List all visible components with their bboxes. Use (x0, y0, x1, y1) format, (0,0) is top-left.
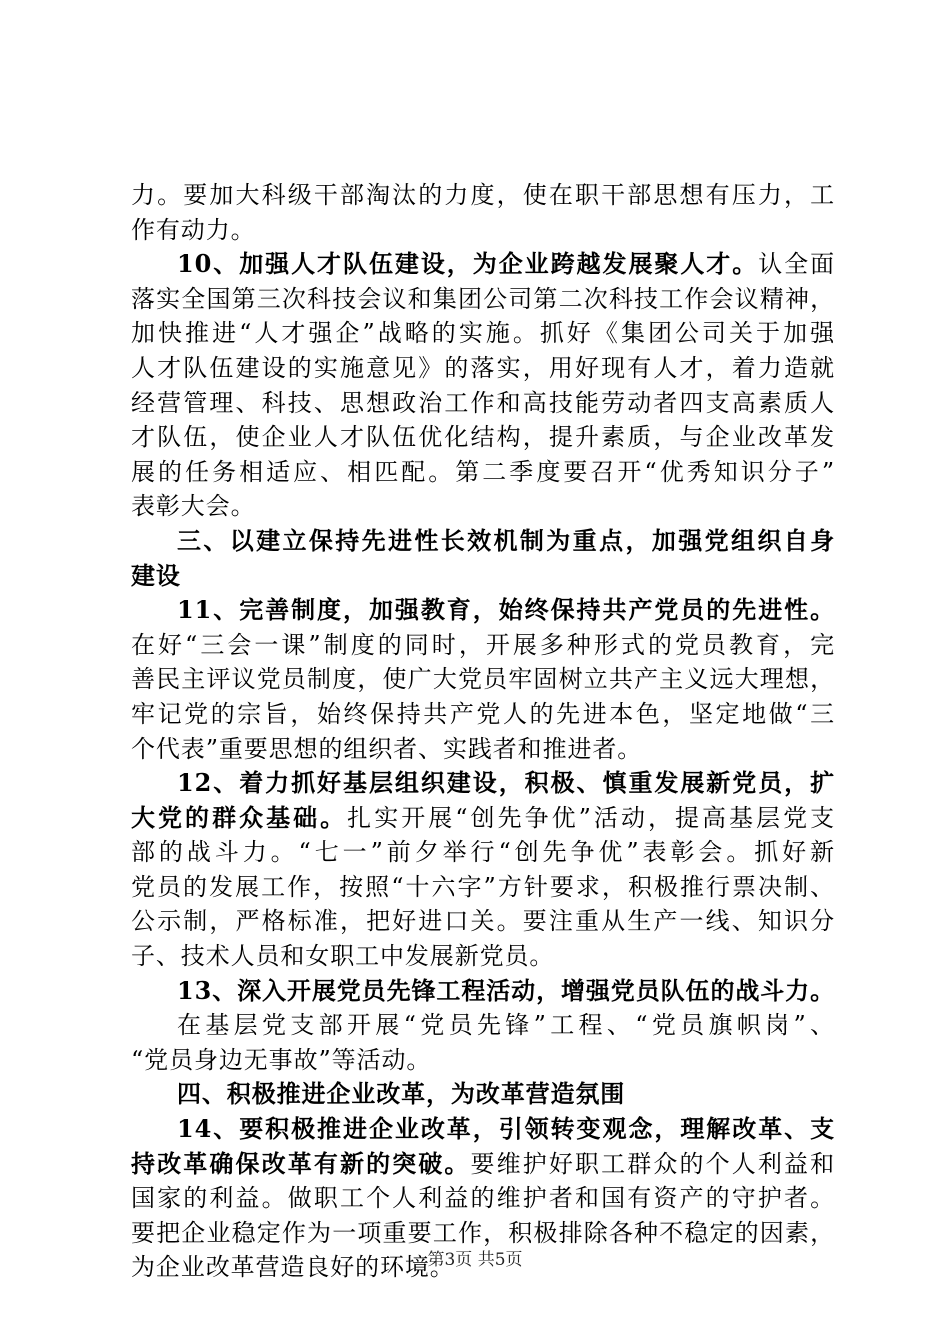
bold-text-segment: 持改革确保改革有新的突破。 (131, 1148, 471, 1178)
text-line (131, 904, 835, 939)
page-footer: 第3页 共5页 (427, 1250, 523, 1270)
text-line (131, 420, 835, 455)
text-line (131, 1077, 835, 1112)
text-line (131, 1043, 835, 1078)
bold-text-segment: 三、以建立保持先进性长效机制为重点，加强党组织自身 (177, 525, 835, 555)
text-segment: 个代表”重要思想的组织者、实践者和推进者。 (131, 734, 643, 763)
text-segment: 公示制，严格标准，把好进口关。要注重从生产一线、知识分 (131, 907, 835, 936)
text-line (131, 178, 835, 213)
text-line (131, 559, 835, 594)
text-line (131, 801, 835, 836)
text-segment: 人才队伍建设的实施意见》的落实，用好现有人才，着力造就 (131, 353, 835, 382)
text-segment: 经营管理、科技、思想政治工作和高技能劳动者四支高素质人 (131, 388, 835, 417)
text-segment: 才队伍，使企业人才队伍优化结构，提升素质，与企业改革发 (131, 423, 835, 452)
text-segment: 展的任务相适应、相匹配。第二季度要召开“优秀知识分子” (131, 457, 835, 486)
text-line (131, 870, 835, 905)
text-line (131, 766, 835, 801)
text-line (131, 697, 835, 732)
text-line (131, 974, 835, 1009)
text-line (131, 524, 835, 559)
text-line (131, 593, 835, 628)
text-segment: 要维护好职工群众的个人利益和 (470, 1149, 835, 1178)
text-segment: 国家的利益。做职工个人利益的维护者和国有资产的守护者。 (131, 1184, 835, 1213)
document-body (131, 178, 835, 1285)
text-segment: 在基层党支部开展“党员先锋”工程、“党员旗帜岗”、 (177, 1011, 835, 1040)
text-line (131, 1147, 835, 1182)
text-line (131, 351, 835, 386)
text-segment: 落实全国第三次科技会议和集团公司第二次科技工作会议精神， (131, 284, 835, 313)
text-line (131, 282, 835, 317)
text-segment: 牢记党的宗旨，始终保持共产党人的先进本色，坚定地做“三 (131, 699, 835, 728)
text-segment: 力。要加大科级干部淘汰的力度，使在职干部思想有压力，工 (131, 181, 835, 209)
text-line (131, 662, 835, 697)
text-segment: 表彰大会。 (131, 492, 256, 521)
text-segment: 加快推进“人才强企”战略的实施。抓好《集团公司关于加强 (131, 319, 835, 348)
text-line (131, 386, 835, 421)
text-segment: 认全面 (758, 250, 835, 279)
text-line (131, 213, 835, 248)
bold-text-segment: 12、着力抓好基层组织建设，积极、慎重发展新党员，扩 (177, 768, 835, 798)
text-line (131, 835, 835, 870)
text-line (131, 732, 835, 767)
text-line (131, 1008, 835, 1043)
text-segment: “党员身边无事故”等活动。 (131, 1045, 432, 1074)
text-line (131, 247, 835, 282)
bold-text-segment: 13、深入开展党员先锋工程活动，增强党员队伍的战斗力。 (177, 975, 835, 1005)
text-line (131, 1181, 835, 1216)
text-segment: 子、技术人员和女职工中发展新党员。 (131, 942, 555, 971)
text-line (131, 939, 835, 974)
text-segment: 党员的发展工作，按照“十六字”方针要求，积极推行票决制、 (131, 872, 835, 901)
text-line (131, 316, 835, 351)
text-line (131, 628, 835, 663)
bold-text-segment: 建设 (131, 560, 181, 590)
bold-text-segment: 10、加强人才队伍建设，为企业跨越发展聚人才。 (177, 249, 759, 279)
text-line (131, 489, 835, 524)
text-segment: 要把企业稳定作为一项重要工作，积极排除各种不稳定的因素， (131, 1218, 835, 1247)
text-line (131, 455, 835, 490)
text-segment: 善民主评议党员制度，使广大党员牢固树立共产主义远大理想， (131, 665, 835, 694)
bold-text-segment: 11、完善制度，加强教育，始终保持共产党员的先进性。 (177, 595, 835, 625)
text-segment: 部的战斗力。“七一”前夕举行“创先争优”表彰会。抓好新 (131, 838, 835, 867)
text-segment: 作有动力。 (131, 215, 256, 244)
text-segment: 在好“三会一课”制度的同时，开展多种形式的党员教育，完 (131, 630, 835, 659)
text-segment: 为企业改革营造良好的环境。 (131, 1253, 455, 1282)
bold-text-segment: 四、积极推进企业改革，为改革营造氛围 (177, 1079, 626, 1109)
bold-text-segment: 14、要积极推进企业改革，引领转变观念，理解改革、支 (177, 1114, 835, 1144)
text-line (131, 1112, 835, 1147)
text-segment: 扎实开展“创先争优”活动，提高基层党支 (347, 803, 835, 832)
bold-text-segment: 大党的群众基础。 (131, 802, 348, 832)
